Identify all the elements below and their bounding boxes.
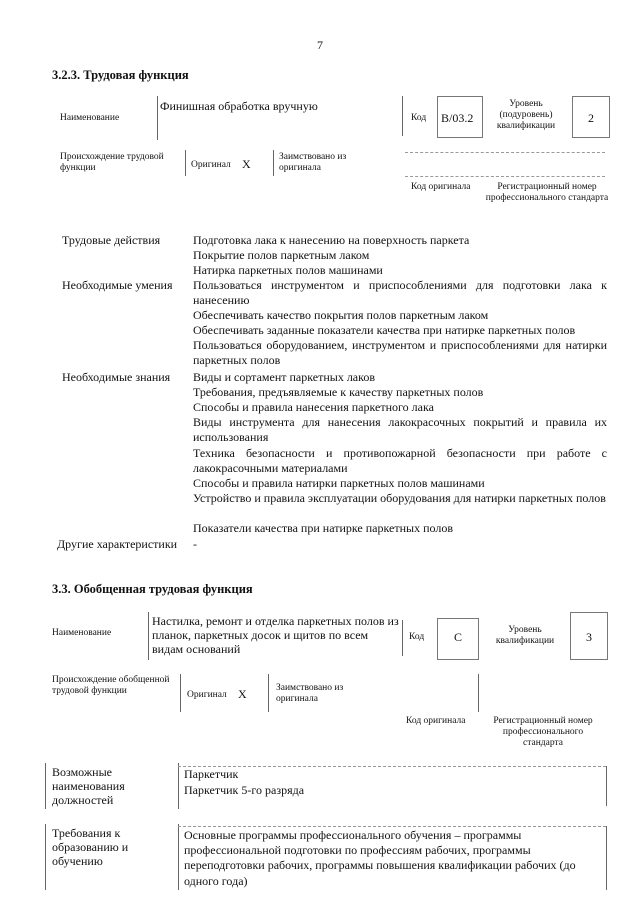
- positions-top-line: [178, 766, 606, 767]
- knowledge-item: Виды инструмента для нанесения лакокрасочных покрытий и правила их использования: [193, 415, 607, 444]
- s33-code-value: C: [453, 630, 462, 644]
- action-item: Подготовка лака к нанесению на поверхность паркета: [193, 233, 470, 247]
- skills-label: Необходимые умения: [62, 278, 173, 292]
- positions-mid-border: [178, 763, 179, 809]
- s322-name-label: Наименование: [60, 113, 120, 123]
- s33-code-label: Код: [409, 632, 425, 642]
- knowledge-item: Требования, предъявляемые к качеству паркетных полов: [193, 385, 484, 399]
- s33-code-original-label: Код оригинала: [406, 716, 466, 726]
- s322-name-value: Финишная обработка вручную: [160, 99, 318, 113]
- education-mid-border: [178, 824, 179, 890]
- s33-origin-label: Происхождение обобщенной трудовой функции: [52, 675, 170, 696]
- page-number: 7: [317, 38, 323, 52]
- s322-original-mark: X: [242, 157, 251, 171]
- positions-left-border: [45, 763, 46, 809]
- s33-original-label: Оригинал: [187, 690, 227, 700]
- s33-name-value: Настилка, ремонт и отделка паркетных полов из планок, паркетных досок и щитов по всем видам оснований: [152, 614, 399, 656]
- s33-reg-number-label: Регистрационный номер профессионального стандарта: [493, 716, 593, 748]
- s33-divider: [402, 620, 403, 656]
- position-item: Паркетчик 5-го разряда: [184, 783, 305, 797]
- s322-origin-mid-border: [273, 150, 274, 176]
- s33-origin-left-border: [180, 674, 181, 712]
- action-item: Покрытие полов паркетным лаком: [193, 248, 370, 262]
- s33-level-label: Уровень квалификации: [495, 625, 555, 646]
- education-label: Требования к образованию и обучению: [52, 826, 129, 868]
- s33-origin-right-border: [478, 674, 479, 712]
- knowledge-item: Показатели качества при натирке паркетных полов: [193, 521, 453, 535]
- s322-original-label: Оригинал: [191, 160, 231, 170]
- s33-borrowed-label: Заимствовано из оригинала: [276, 683, 344, 704]
- s322-level-label: Уровень (подуровень) квалификации: [496, 99, 556, 131]
- s322-origin-top-line: [405, 152, 605, 153]
- other-value: -: [193, 537, 197, 551]
- positions-right-border: [606, 766, 607, 806]
- s322-code-value: B/03.2: [441, 111, 474, 125]
- knowledge-item: Техника безопасности и противопожарной безопасности при работе с лакокрасочными материалами: [193, 446, 607, 475]
- s322-divider: [402, 96, 403, 136]
- s33-original-mark: X: [238, 687, 247, 701]
- s33-name-label: Наименование: [52, 628, 112, 638]
- s322-origin-left-border: [185, 150, 186, 176]
- education-left-border: [45, 824, 46, 890]
- section-33-heading: 3.3. Обобщенная трудовая функция: [52, 582, 253, 596]
- education-top-line: [178, 826, 606, 827]
- knowledge-item: Способы и правила нанесения паркетного лака: [193, 400, 434, 414]
- skill-item: Пользоваться инструментом и приспособлениями для подготовки лака к нанесению: [193, 278, 607, 307]
- action-item: Натирка паркетных полов машинами: [193, 263, 383, 277]
- s33-name-box-border: [148, 612, 149, 660]
- s322-origin-bottom-line: [405, 176, 605, 177]
- other-label: Другие характеристики: [57, 537, 178, 551]
- position-item: Паркетчик: [184, 767, 239, 781]
- skill-item: Пользоваться оборудованием, инструментом и приспособлениями для натирки паркетных полов: [193, 338, 607, 367]
- knowledge-item: Виды и сортамент паркетных лаков: [193, 370, 376, 384]
- s322-borrowed-label: Заимствовано из оригинала: [279, 152, 347, 173]
- positions-label: Возможные наименования должностей: [52, 765, 125, 807]
- knowledge-item: Способы и правила натирки паркетных полов машинами: [193, 476, 485, 490]
- actions-label: Трудовые действия: [62, 233, 161, 247]
- skill-item: Обеспечивать качество покрытия полов паркетным лаком: [193, 308, 489, 322]
- s322-level-value: 2: [588, 111, 594, 125]
- education-value: Основные программы профессионального обучения – программы профессиональной подготовки по профессиям рабочих, программы переподготовки рабочих, программы повышения квалификации рабочих (до одного года): [184, 828, 576, 888]
- section-322-heading: 3.2.3. Трудовая функция: [52, 68, 189, 82]
- s322-code-original-label: Код оригинала: [411, 182, 471, 192]
- knowledge-label: Необходимые знания: [62, 370, 171, 384]
- s322-code-label: Код: [411, 113, 427, 123]
- knowledge-item: Устройство и правила эксплуатации оборудования для натирки паркетных полов: [193, 491, 606, 505]
- education-right-border: [606, 826, 607, 890]
- s322-origin-label: Происхождение трудовой функции: [60, 152, 164, 173]
- s322-reg-number-label: Регистрационный номер профессионального стандарта: [485, 182, 609, 203]
- s33-origin-mid-border: [268, 674, 269, 712]
- s322-name-box-border: [157, 96, 158, 140]
- s33-level-value: 3: [586, 630, 592, 644]
- skill-item: Обеспечивать заданные показатели качества при натирке паркетных полов: [193, 323, 576, 337]
